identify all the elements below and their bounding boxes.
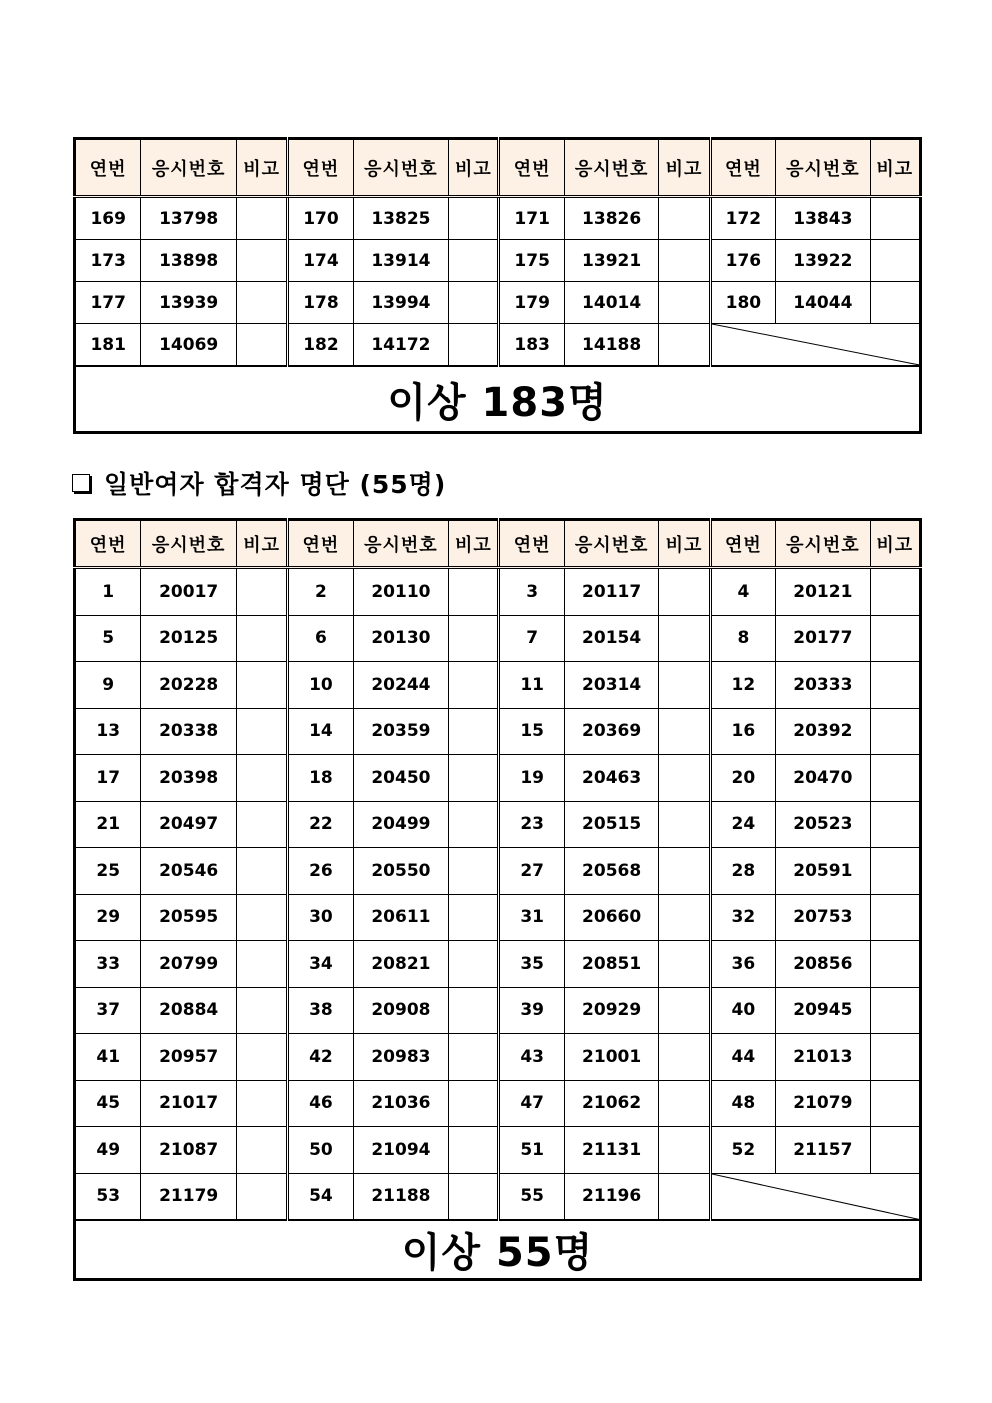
- remarks-cell: [236, 1127, 287, 1174]
- serial-number-cell: 18: [288, 755, 353, 802]
- exam-number-cell: 20945: [776, 987, 871, 1034]
- table-row: [75, 240, 921, 282]
- remarks-cell: [449, 941, 499, 988]
- header-row: [75, 139, 921, 197]
- exam-number-cell: 20338: [141, 708, 237, 755]
- exam-number-cell: 21196: [564, 1173, 659, 1220]
- remarks-cell: [449, 987, 499, 1034]
- serial-number-cell: 53: [75, 1173, 141, 1220]
- remarks-cell: [236, 615, 287, 662]
- serial-number-cell: 35: [499, 941, 564, 988]
- table-row: [75, 801, 921, 848]
- serial-number-cell: 50: [288, 1127, 353, 1174]
- serial-number-cell: 24: [710, 801, 775, 848]
- remarks-cell: [236, 941, 287, 988]
- remarks-cell: [449, 1034, 499, 1081]
- remarks-cell: [449, 568, 499, 616]
- serial-number-cell: 13: [75, 708, 141, 755]
- exam-number-cell: 20523: [776, 801, 871, 848]
- table-header: [75, 520, 921, 568]
- remarks-cell: [236, 282, 287, 324]
- remarks-cell: [236, 1173, 287, 1220]
- table-row: [75, 615, 921, 662]
- serial-number-cell: 183: [499, 324, 564, 367]
- column-header-serial: 연번: [710, 139, 775, 197]
- total-count-summary: 이상 55명: [75, 1220, 921, 1280]
- remarks-cell: [449, 282, 499, 324]
- exam-number-cell: 20929: [564, 987, 659, 1034]
- column-header-remarks: 비고: [870, 520, 920, 568]
- remarks-cell: [659, 1173, 710, 1220]
- remarks-cell: [659, 894, 710, 941]
- remarks-cell: [449, 197, 499, 240]
- exam-number-cell: 20333: [776, 662, 871, 709]
- results-table-1: [73, 137, 922, 434]
- serial-number-cell: 47: [499, 1080, 564, 1127]
- column-header-exam-number: 응시번호: [776, 139, 871, 197]
- remarks-cell: [236, 801, 287, 848]
- table-row: [75, 894, 921, 941]
- remarks-cell: [449, 1080, 499, 1127]
- serial-number-cell: 27: [499, 848, 564, 895]
- serial-number-cell: 39: [499, 987, 564, 1034]
- remarks-cell: [236, 324, 287, 367]
- exam-number-cell: 20177: [776, 615, 871, 662]
- exam-number-cell: 21179: [141, 1173, 237, 1220]
- exam-number-cell: 14188: [564, 324, 659, 367]
- exam-number-cell: 21188: [353, 1173, 449, 1220]
- remarks-cell: [659, 848, 710, 895]
- serial-number-cell: 55: [499, 1173, 564, 1220]
- serial-number-cell: 46: [288, 1080, 353, 1127]
- remarks-cell: [659, 240, 710, 282]
- column-header-serial: 연번: [499, 139, 564, 197]
- exam-number-cell: 14172: [353, 324, 449, 367]
- remarks-cell: [449, 615, 499, 662]
- exam-number-cell: 20908: [353, 987, 449, 1034]
- serial-number-cell: 1: [75, 568, 141, 616]
- section-heading-text: 일반여자 합격자 명단 (55명): [104, 470, 447, 499]
- column-header-remarks: 비고: [449, 139, 499, 197]
- exam-number-cell: 21094: [353, 1127, 449, 1174]
- column-header-exam-number: 응시번호: [776, 520, 871, 568]
- exam-number-cell: 21036: [353, 1080, 449, 1127]
- serial-number-cell: 21: [75, 801, 141, 848]
- column-header-exam-number: 응시번호: [353, 139, 449, 197]
- column-header-remarks: 비고: [659, 139, 710, 197]
- serial-number-cell: 16: [710, 708, 775, 755]
- serial-number-cell: 171: [499, 197, 564, 240]
- exam-number-cell: 20591: [776, 848, 871, 895]
- remarks-cell: [659, 708, 710, 755]
- exam-number-cell: 13843: [776, 197, 871, 240]
- remarks-cell: [449, 1173, 499, 1220]
- exam-number-cell: 20017: [141, 568, 237, 616]
- remarks-cell: [870, 615, 920, 662]
- serial-number-cell: 5: [75, 615, 141, 662]
- exam-number-cell: 20463: [564, 755, 659, 802]
- serial-number-cell: 6: [288, 615, 353, 662]
- exam-number-cell: 21087: [141, 1127, 237, 1174]
- checkbox-bullet-icon: [72, 474, 90, 492]
- exam-number-cell: 14044: [776, 282, 871, 324]
- exam-number-cell: 20450: [353, 755, 449, 802]
- remarks-cell: [449, 662, 499, 709]
- table-row: [75, 197, 921, 240]
- remarks-cell: [659, 197, 710, 240]
- remarks-cell: [449, 755, 499, 802]
- table-row: [75, 324, 921, 367]
- section-heading-general-female: [72, 465, 446, 501]
- serial-number-cell: 40: [710, 987, 775, 1034]
- exam-number-cell: 20125: [141, 615, 237, 662]
- remarks-cell: [236, 755, 287, 802]
- remarks-cell: [870, 282, 920, 324]
- exam-number-cell: 20550: [353, 848, 449, 895]
- exam-number-cell: 20110: [353, 568, 449, 616]
- exam-number-cell: 20369: [564, 708, 659, 755]
- exam-number-cell: 20515: [564, 801, 659, 848]
- remarks-cell: [870, 568, 920, 616]
- exam-number-cell: 13798: [141, 197, 237, 240]
- serial-number-cell: 8: [710, 615, 775, 662]
- exam-number-cell: 20121: [776, 568, 871, 616]
- serial-number-cell: 25: [75, 848, 141, 895]
- exam-number-cell: 20546: [141, 848, 237, 895]
- column-header-serial: 연번: [288, 520, 353, 568]
- remarks-cell: [236, 197, 287, 240]
- exam-number-cell: 20595: [141, 894, 237, 941]
- serial-number-cell: 175: [499, 240, 564, 282]
- remarks-cell: [236, 662, 287, 709]
- remarks-cell: [870, 755, 920, 802]
- column-header-remarks: 비고: [236, 520, 287, 568]
- exam-number-cell: 21017: [141, 1080, 237, 1127]
- exam-number-cell: 13939: [141, 282, 237, 324]
- remarks-cell: [659, 755, 710, 802]
- remarks-cell: [659, 1034, 710, 1081]
- serial-number-cell: 45: [75, 1080, 141, 1127]
- serial-number-cell: 173: [75, 240, 141, 282]
- exam-number-cell: 20611: [353, 894, 449, 941]
- table-body: [75, 197, 921, 433]
- serial-number-cell: 180: [710, 282, 775, 324]
- total-count-summary: 이상 183명: [75, 366, 921, 433]
- serial-number-cell: 174: [288, 240, 353, 282]
- table-row: [75, 568, 921, 616]
- remarks-cell: [870, 197, 920, 240]
- table-row: [75, 1173, 921, 1220]
- remarks-cell: [870, 1080, 920, 1127]
- table-body: [75, 568, 921, 1280]
- exam-number-cell: 21001: [564, 1034, 659, 1081]
- remarks-cell: [449, 894, 499, 941]
- serial-number-cell: 17: [75, 755, 141, 802]
- exam-number-cell: 13898: [141, 240, 237, 282]
- serial-number-cell: 32: [710, 894, 775, 941]
- exam-number-cell: 20130: [353, 615, 449, 662]
- results-table-2: [73, 518, 922, 1281]
- exam-number-cell: 13921: [564, 240, 659, 282]
- serial-number-cell: 48: [710, 1080, 775, 1127]
- serial-number-cell: 181: [75, 324, 141, 367]
- exam-number-cell: 20851: [564, 941, 659, 988]
- remarks-cell: [449, 1127, 499, 1174]
- exam-number-cell: 13825: [353, 197, 449, 240]
- summary-row: [75, 1220, 921, 1280]
- remarks-cell: [659, 1127, 710, 1174]
- column-header-remarks: 비고: [449, 520, 499, 568]
- remarks-cell: [236, 987, 287, 1034]
- table-row: [75, 1127, 921, 1174]
- column-header-remarks: 비고: [659, 520, 710, 568]
- serial-number-cell: 54: [288, 1173, 353, 1220]
- serial-number-cell: 38: [288, 987, 353, 1034]
- exam-number-cell: 20983: [353, 1034, 449, 1081]
- serial-number-cell: 28: [710, 848, 775, 895]
- diagonal-line-icon: [712, 1174, 919, 1220]
- serial-number-cell: 178: [288, 282, 353, 324]
- remarks-cell: [870, 941, 920, 988]
- column-header-serial: 연번: [499, 520, 564, 568]
- column-header-exam-number: 응시번호: [564, 520, 659, 568]
- serial-number-cell: 22: [288, 801, 353, 848]
- exam-number-cell: 21157: [776, 1127, 871, 1174]
- remarks-cell: [870, 240, 920, 282]
- remarks-cell: [870, 848, 920, 895]
- table-header: [75, 139, 921, 197]
- exam-number-cell: 13914: [353, 240, 449, 282]
- remarks-cell: [870, 1034, 920, 1081]
- serial-number-cell: 176: [710, 240, 775, 282]
- remarks-cell: [449, 848, 499, 895]
- exam-number-cell: 20957: [141, 1034, 237, 1081]
- exam-number-cell: 20821: [353, 941, 449, 988]
- serial-number-cell: 26: [288, 848, 353, 895]
- table-row: [75, 282, 921, 324]
- serial-number-cell: 33: [75, 941, 141, 988]
- table-row: [75, 848, 921, 895]
- table-row: [75, 941, 921, 988]
- exam-number-cell: 20398: [141, 755, 237, 802]
- exam-number-cell: 13826: [564, 197, 659, 240]
- header-row: [75, 520, 921, 568]
- serial-number-cell: 49: [75, 1127, 141, 1174]
- serial-number-cell: 12: [710, 662, 775, 709]
- exam-number-cell: 21013: [776, 1034, 871, 1081]
- column-header-exam-number: 응시번호: [141, 520, 237, 568]
- serial-number-cell: 34: [288, 941, 353, 988]
- exam-number-cell: 20568: [564, 848, 659, 895]
- serial-number-cell: 182: [288, 324, 353, 367]
- remarks-cell: [659, 941, 710, 988]
- remarks-cell: [449, 708, 499, 755]
- column-header-exam-number: 응시번호: [353, 520, 449, 568]
- exam-number-cell: 20660: [564, 894, 659, 941]
- exam-number-cell: 20884: [141, 987, 237, 1034]
- exam-number-cell: 20799: [141, 941, 237, 988]
- empty-diagonal-cell: [710, 324, 920, 367]
- exam-number-cell: 20117: [564, 568, 659, 616]
- exam-number-cell: 21062: [564, 1080, 659, 1127]
- column-header-serial: 연번: [75, 139, 141, 197]
- exam-number-cell: 21131: [564, 1127, 659, 1174]
- serial-number-cell: 172: [710, 197, 775, 240]
- table-row: [75, 1080, 921, 1127]
- table-row: [75, 662, 921, 709]
- remarks-cell: [236, 1034, 287, 1081]
- remarks-cell: [870, 1127, 920, 1174]
- diagonal-line-icon: [712, 324, 919, 365]
- serial-number-cell: 23: [499, 801, 564, 848]
- serial-number-cell: 42: [288, 1034, 353, 1081]
- table-row: [75, 755, 921, 802]
- serial-number-cell: 44: [710, 1034, 775, 1081]
- remarks-cell: [870, 708, 920, 755]
- serial-number-cell: 3: [499, 568, 564, 616]
- remarks-cell: [659, 282, 710, 324]
- remarks-cell: [236, 894, 287, 941]
- serial-number-cell: 30: [288, 894, 353, 941]
- exam-number-cell: 20856: [776, 941, 871, 988]
- remarks-cell: [659, 1080, 710, 1127]
- remarks-cell: [870, 987, 920, 1034]
- remarks-cell: [236, 708, 287, 755]
- remarks-cell: [236, 848, 287, 895]
- serial-number-cell: 177: [75, 282, 141, 324]
- serial-number-cell: 41: [75, 1034, 141, 1081]
- serial-number-cell: 51: [499, 1127, 564, 1174]
- exam-number-cell: 20154: [564, 615, 659, 662]
- serial-number-cell: 43: [499, 1034, 564, 1081]
- exam-number-cell: 20497: [141, 801, 237, 848]
- remarks-cell: [236, 240, 287, 282]
- serial-number-cell: 10: [288, 662, 353, 709]
- column-header-remarks: 비고: [236, 139, 287, 197]
- serial-number-cell: 169: [75, 197, 141, 240]
- remarks-cell: [659, 801, 710, 848]
- remarks-cell: [870, 894, 920, 941]
- serial-number-cell: 179: [499, 282, 564, 324]
- serial-number-cell: 31: [499, 894, 564, 941]
- table-row: [75, 708, 921, 755]
- remarks-cell: [659, 615, 710, 662]
- serial-number-cell: 36: [710, 941, 775, 988]
- serial-number-cell: 4: [710, 568, 775, 616]
- summary-row: [75, 366, 921, 433]
- exam-number-cell: 14069: [141, 324, 237, 367]
- serial-number-cell: 37: [75, 987, 141, 1034]
- remarks-cell: [236, 1080, 287, 1127]
- exam-number-cell: 20470: [776, 755, 871, 802]
- exam-number-cell: 20753: [776, 894, 871, 941]
- serial-number-cell: 170: [288, 197, 353, 240]
- remarks-cell: [449, 240, 499, 282]
- serial-number-cell: 9: [75, 662, 141, 709]
- remarks-cell: [449, 324, 499, 367]
- serial-number-cell: 14: [288, 708, 353, 755]
- exam-number-cell: 20499: [353, 801, 449, 848]
- serial-number-cell: 11: [499, 662, 564, 709]
- exam-number-cell: 13922: [776, 240, 871, 282]
- exam-number-cell: 14014: [564, 282, 659, 324]
- exam-number-cell: 20228: [141, 662, 237, 709]
- remarks-cell: [659, 324, 710, 367]
- column-header-remarks: 비고: [870, 139, 920, 197]
- exam-number-cell: 20392: [776, 708, 871, 755]
- exam-number-cell: 21079: [776, 1080, 871, 1127]
- exam-number-cell: 20314: [564, 662, 659, 709]
- serial-number-cell: 2: [288, 568, 353, 616]
- column-header-serial: 연번: [710, 520, 775, 568]
- remarks-cell: [236, 568, 287, 616]
- serial-number-cell: 20: [710, 755, 775, 802]
- remarks-cell: [659, 662, 710, 709]
- serial-number-cell: 52: [710, 1127, 775, 1174]
- column-header-exam-number: 응시번호: [141, 139, 237, 197]
- remarks-cell: [659, 987, 710, 1034]
- exam-number-cell: 20244: [353, 662, 449, 709]
- remarks-cell: [659, 568, 710, 616]
- serial-number-cell: 15: [499, 708, 564, 755]
- serial-number-cell: 19: [499, 755, 564, 802]
- serial-number-cell: 7: [499, 615, 564, 662]
- exam-number-cell: 13994: [353, 282, 449, 324]
- exam-number-cell: 20359: [353, 708, 449, 755]
- table-row: [75, 987, 921, 1034]
- empty-diagonal-cell: [710, 1173, 920, 1220]
- column-header-exam-number: 응시번호: [564, 139, 659, 197]
- remarks-cell: [870, 662, 920, 709]
- remarks-cell: [449, 801, 499, 848]
- column-header-serial: 연번: [288, 139, 353, 197]
- remarks-cell: [870, 801, 920, 848]
- column-header-serial: 연번: [75, 520, 141, 568]
- table-row: [75, 1034, 921, 1081]
- serial-number-cell: 29: [75, 894, 141, 941]
